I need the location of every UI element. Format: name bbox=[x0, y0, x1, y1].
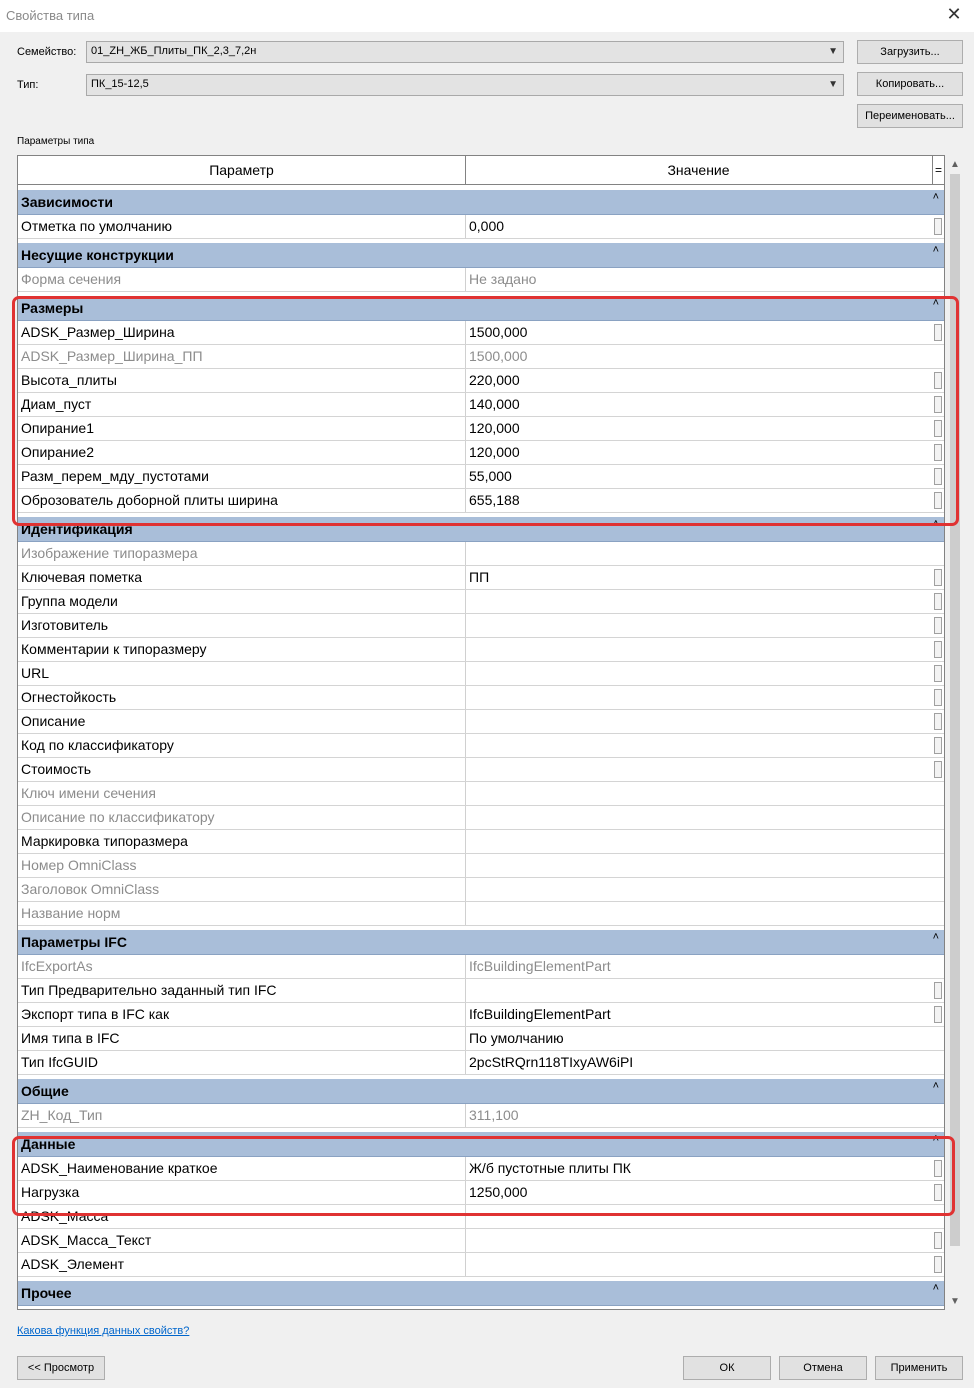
row-edit-cell bbox=[932, 830, 944, 853]
table-row bbox=[18, 1104, 944, 1128]
table-row bbox=[18, 1205, 944, 1229]
parameter-name: Изображение типоразмера bbox=[18, 542, 466, 565]
title-bar bbox=[0, 0, 974, 32]
row-edit-cell bbox=[932, 1229, 944, 1252]
parameter-name: Разм_перем_мду_пустотами bbox=[18, 465, 466, 488]
row-edit-cell bbox=[932, 979, 944, 1002]
table-row bbox=[18, 782, 944, 806]
section-header[interactable] bbox=[18, 513, 944, 542]
parameter-value: Не задано bbox=[469, 271, 537, 287]
table-row bbox=[18, 268, 944, 292]
parameter-value: IfcBuildingElementPart bbox=[469, 958, 611, 974]
parameter-name: Стоимость bbox=[18, 758, 466, 781]
grid-rows bbox=[18, 186, 944, 1306]
parameter-value[interactable] bbox=[466, 662, 932, 685]
row-edit-cell bbox=[932, 489, 944, 512]
type-dropdown[interactable] bbox=[86, 74, 844, 96]
parameter-name: Группа модели bbox=[18, 590, 466, 613]
edit-button-icon[interactable] bbox=[934, 218, 942, 235]
params-section-label: Параметры типа bbox=[17, 136, 95, 147]
section-title: Общие bbox=[21, 1083, 69, 1099]
close-icon[interactable]: ✕ bbox=[946, 4, 962, 24]
section-header[interactable] bbox=[18, 1277, 944, 1306]
row-edit-cell bbox=[932, 1003, 944, 1026]
row-edit-cell bbox=[932, 1104, 944, 1127]
window-title: Свойства типа bbox=[6, 8, 95, 23]
table-row bbox=[18, 955, 944, 979]
help-link[interactable]: Какова функция данных свойств? bbox=[17, 1325, 190, 1337]
parameter-name: Огнестойкость bbox=[18, 686, 466, 709]
type-parameters-grid bbox=[17, 155, 945, 1310]
edit-button-icon[interactable] bbox=[934, 1232, 942, 1249]
table-row bbox=[18, 321, 944, 345]
parameter-name: ADSK_Масса bbox=[18, 1205, 466, 1228]
section-title: Несущие конструкции bbox=[21, 247, 174, 263]
table-row bbox=[18, 345, 944, 369]
parameter-name: Название норм bbox=[18, 902, 466, 925]
family-dropdown[interactable] bbox=[86, 41, 844, 63]
edit-button-icon[interactable] bbox=[934, 324, 942, 341]
collapse-icon[interactable]: ˄ bbox=[932, 191, 939, 203]
table-row bbox=[18, 1027, 944, 1051]
table-row bbox=[18, 734, 944, 758]
parameter-name: Опирание1 bbox=[18, 417, 466, 440]
parameter-value bbox=[466, 902, 932, 925]
edit-button-icon[interactable] bbox=[934, 1160, 942, 1177]
chevron-down-icon[interactable]: ▼ bbox=[828, 46, 838, 57]
ok-button[interactable]: ОК bbox=[683, 1356, 771, 1380]
parameter-value: 311,100 bbox=[469, 1107, 519, 1123]
parameter-value[interactable]: 1250,000 bbox=[469, 1184, 528, 1200]
grid-scrollbar[interactable] bbox=[946, 156, 964, 1310]
scroll-up-icon[interactable]: ▲ bbox=[950, 159, 960, 170]
scrollbar-thumb[interactable] bbox=[950, 174, 960, 1246]
parameter-value[interactable]: 1500,000 bbox=[469, 324, 528, 340]
parameter-name: Экспорт типа в IFC как bbox=[18, 1003, 466, 1026]
parameter-value[interactable]: IfcBuildingElementPart bbox=[469, 1006, 611, 1022]
parameter-value[interactable]: 55,000 bbox=[469, 468, 512, 484]
collapse-icon[interactable]: ˄ bbox=[932, 297, 939, 309]
row-edit-cell bbox=[932, 1253, 944, 1276]
parameter-value[interactable]: 0,000 bbox=[469, 218, 505, 234]
edit-button-icon[interactable] bbox=[934, 689, 942, 706]
edit-button-icon[interactable] bbox=[934, 641, 942, 658]
table-row bbox=[18, 369, 944, 393]
row-edit-cell bbox=[932, 1205, 944, 1228]
parameter-value bbox=[466, 806, 932, 829]
row-edit-cell bbox=[932, 662, 944, 685]
chevron-down-icon[interactable]: ▼ bbox=[828, 79, 838, 90]
column-header-value[interactable]: Значение bbox=[667, 162, 730, 178]
table-row bbox=[18, 758, 944, 782]
type-value: ПК_15-12,5 bbox=[91, 78, 149, 90]
cancel-button[interactable]: Отмена bbox=[779, 1356, 867, 1380]
parameter-value[interactable] bbox=[466, 758, 932, 781]
section-title: Размеры bbox=[21, 300, 84, 316]
row-edit-cell bbox=[932, 542, 944, 565]
parameter-name: URL bbox=[18, 662, 466, 685]
rename-button[interactable]: Переименовать... bbox=[857, 104, 963, 128]
row-edit-cell bbox=[932, 878, 944, 901]
parameter-name: Отметка по умолчанию bbox=[18, 215, 466, 238]
table-row bbox=[18, 489, 944, 513]
parameter-value bbox=[466, 782, 932, 805]
row-edit-cell bbox=[932, 321, 944, 344]
parameter-value[interactable] bbox=[466, 710, 932, 733]
parameter-value[interactable] bbox=[466, 830, 932, 853]
row-edit-cell bbox=[932, 782, 944, 805]
edit-button-icon[interactable] bbox=[934, 372, 942, 389]
collapse-icon[interactable]: ˄ bbox=[932, 244, 939, 256]
edit-button-icon[interactable] bbox=[934, 761, 942, 778]
parameter-name: Оброзователь доборной плиты ширина bbox=[18, 489, 466, 512]
parameter-name: Изготовитель bbox=[18, 614, 466, 637]
table-row bbox=[18, 662, 944, 686]
table-row bbox=[18, 417, 944, 441]
parameter-value[interactable]: 140,000 bbox=[469, 396, 520, 412]
parameter-value[interactable] bbox=[466, 1229, 932, 1252]
row-edit-cell bbox=[932, 1027, 944, 1050]
row-edit-cell bbox=[932, 734, 944, 757]
parameter-name: Форма сечения bbox=[18, 268, 466, 291]
row-edit-cell bbox=[932, 590, 944, 613]
parameter-name: Тип Предварительно заданный тип IFC bbox=[18, 979, 466, 1002]
parameter-value[interactable] bbox=[466, 638, 932, 661]
parameter-value[interactable] bbox=[466, 590, 932, 613]
collapse-icon[interactable]: ˄ bbox=[932, 518, 939, 530]
row-edit-cell bbox=[932, 710, 944, 733]
grid-header bbox=[18, 156, 944, 185]
row-edit-cell bbox=[932, 758, 944, 781]
row-edit-cell bbox=[932, 345, 944, 368]
table-row bbox=[18, 979, 944, 1003]
table-row bbox=[18, 806, 944, 830]
parameter-value bbox=[466, 878, 932, 901]
collapse-icon[interactable]: ˄ bbox=[932, 931, 939, 943]
row-edit-cell bbox=[932, 1157, 944, 1180]
row-edit-cell bbox=[932, 417, 944, 440]
edit-button-icon[interactable] bbox=[934, 665, 942, 682]
parameter-value[interactable] bbox=[466, 979, 932, 1002]
parameter-name: Опирание2 bbox=[18, 441, 466, 464]
family-label: Семейство: bbox=[17, 46, 77, 58]
table-row bbox=[18, 854, 944, 878]
row-edit-cell bbox=[932, 902, 944, 925]
row-edit-cell bbox=[932, 393, 944, 416]
column-menu-icon[interactable]: = bbox=[932, 156, 944, 185]
edit-button-icon[interactable] bbox=[934, 444, 942, 461]
table-row bbox=[18, 1229, 944, 1253]
section-title: Параметры IFC bbox=[21, 934, 127, 950]
section-title: Данные bbox=[21, 1136, 76, 1152]
section-header[interactable] bbox=[18, 186, 944, 215]
parameter-name: Описание по классификатору bbox=[18, 806, 466, 829]
section-title: Зависимости bbox=[21, 194, 113, 210]
collapse-icon[interactable]: ˄ bbox=[932, 1080, 939, 1092]
parameter-name: Тип IfcGUID bbox=[18, 1051, 466, 1074]
row-edit-cell bbox=[932, 955, 944, 978]
section-header[interactable] bbox=[18, 926, 944, 955]
parameter-name: ADSK_Элемент bbox=[18, 1253, 466, 1276]
parameter-value[interactable] bbox=[466, 1253, 932, 1276]
table-row bbox=[18, 686, 944, 710]
row-edit-cell bbox=[932, 614, 944, 637]
parameter-value: 1500,000 bbox=[469, 348, 528, 364]
preview-button[interactable]: << Просмотр bbox=[17, 1356, 105, 1380]
edit-button-icon[interactable] bbox=[934, 492, 942, 509]
edit-button-icon[interactable] bbox=[934, 1006, 942, 1023]
table-row bbox=[18, 638, 944, 662]
parameter-value[interactable] bbox=[466, 686, 932, 709]
table-row bbox=[18, 566, 944, 590]
table-row bbox=[18, 902, 944, 926]
parameter-value[interactable]: По умолчанию bbox=[469, 1030, 564, 1046]
parameter-name: Маркировка типоразмера bbox=[18, 830, 466, 853]
row-edit-cell bbox=[932, 806, 944, 829]
table-row bbox=[18, 1051, 944, 1075]
edit-button-icon[interactable] bbox=[934, 396, 942, 413]
parameter-value[interactable]: 2pcStRQrn118TIxyAW6iPI bbox=[469, 1054, 634, 1070]
table-row bbox=[18, 1157, 944, 1181]
row-edit-cell bbox=[932, 268, 944, 291]
parameter-value[interactable]: 220,000 bbox=[469, 372, 520, 388]
parameter-name: Код по классификатору bbox=[18, 734, 466, 757]
row-edit-cell bbox=[932, 1051, 944, 1074]
row-edit-cell bbox=[932, 686, 944, 709]
type-label: Тип: bbox=[17, 79, 39, 91]
edit-button-icon[interactable] bbox=[934, 1184, 942, 1201]
parameter-name: ADSK_Размер_Ширина bbox=[18, 321, 466, 344]
parameter-value[interactable] bbox=[466, 734, 932, 757]
section-header[interactable] bbox=[18, 239, 944, 268]
parameter-name: Диам_пуст bbox=[18, 393, 466, 416]
parameter-name: ADSK_Наименование краткое bbox=[18, 1157, 466, 1180]
row-edit-cell bbox=[932, 1181, 944, 1204]
apply-button[interactable]: Применить bbox=[875, 1356, 963, 1380]
parameter-name: Описание bbox=[18, 710, 466, 733]
parameter-value bbox=[466, 542, 932, 565]
parameter-value[interactable] bbox=[466, 1205, 932, 1228]
table-row bbox=[18, 1003, 944, 1027]
parameter-name: Имя типа в IFC bbox=[18, 1027, 466, 1050]
scroll-down-icon[interactable]: ▼ bbox=[950, 1296, 960, 1307]
parameter-value[interactable]: 120,000 bbox=[469, 420, 520, 436]
row-edit-cell bbox=[932, 854, 944, 877]
edit-button-icon[interactable] bbox=[934, 569, 942, 586]
row-edit-cell bbox=[932, 465, 944, 488]
table-row bbox=[18, 830, 944, 854]
collapse-icon[interactable]: ˄ bbox=[932, 1282, 939, 1294]
section-header[interactable] bbox=[18, 1128, 944, 1157]
row-edit-cell bbox=[932, 369, 944, 392]
family-value: 01_ZH_ЖБ_Плиты_ПК_2,3_7,2н bbox=[91, 45, 257, 57]
parameter-name: Заголовок OmniClass bbox=[18, 878, 466, 901]
edit-button-icon[interactable] bbox=[934, 1256, 942, 1273]
parameter-name: Комментарии к типоразмеру bbox=[18, 638, 466, 661]
row-edit-cell bbox=[932, 566, 944, 589]
parameter-value[interactable]: ПП bbox=[469, 569, 490, 585]
table-row bbox=[18, 215, 944, 239]
parameter-name: ZH_Код_Тип bbox=[18, 1104, 466, 1127]
parameter-name: Ключевая пометка bbox=[18, 566, 466, 589]
table-row bbox=[18, 393, 944, 417]
parameter-name: Высота_плиты bbox=[18, 369, 466, 392]
parameter-name: ADSK_Масса_Текст bbox=[18, 1229, 466, 1252]
parameter-name: Номер OmniClass bbox=[18, 854, 466, 877]
edit-button-icon[interactable] bbox=[934, 713, 942, 730]
copy-button[interactable]: Копировать... bbox=[857, 72, 963, 96]
parameter-value[interactable] bbox=[466, 614, 932, 637]
parameter-name: IfcExportAs bbox=[18, 955, 466, 978]
row-edit-cell bbox=[932, 638, 944, 661]
collapse-icon[interactable]: ˄ bbox=[932, 1133, 939, 1145]
parameter-name: Ключ имени сечения bbox=[18, 782, 466, 805]
section-title: Прочее bbox=[21, 1285, 72, 1301]
table-row bbox=[18, 542, 944, 566]
row-edit-cell bbox=[932, 215, 944, 238]
section-header[interactable] bbox=[18, 1075, 944, 1104]
table-row bbox=[18, 614, 944, 638]
section-title: Идентификация bbox=[21, 521, 133, 537]
column-header-parameter[interactable]: Параметр bbox=[18, 156, 466, 185]
edit-button-icon[interactable] bbox=[934, 420, 942, 437]
table-row bbox=[18, 1181, 944, 1205]
parameter-value[interactable]: 120,000 bbox=[469, 444, 520, 460]
table-row bbox=[18, 590, 944, 614]
table-row bbox=[18, 465, 944, 489]
edit-button-icon[interactable] bbox=[934, 982, 942, 999]
edit-button-icon[interactable] bbox=[934, 468, 942, 485]
parameter-value[interactable]: Ж/б пустотные плиты ПК bbox=[469, 1160, 631, 1176]
edit-button-icon[interactable] bbox=[934, 617, 942, 634]
section-header[interactable] bbox=[18, 292, 944, 321]
load-button[interactable]: Загрузить... bbox=[857, 40, 963, 64]
parameter-value bbox=[466, 854, 932, 877]
parameter-name: ADSK_Размер_Ширина_ПП bbox=[18, 345, 466, 368]
parameter-value[interactable]: 655,188 bbox=[469, 492, 520, 508]
table-row bbox=[18, 878, 944, 902]
table-row bbox=[18, 710, 944, 734]
edit-button-icon[interactable] bbox=[934, 593, 942, 610]
parameter-name: Нагрузка bbox=[18, 1181, 466, 1204]
row-edit-cell bbox=[932, 441, 944, 464]
edit-button-icon[interactable] bbox=[934, 737, 942, 754]
table-row bbox=[18, 1253, 944, 1277]
table-row bbox=[18, 441, 944, 465]
